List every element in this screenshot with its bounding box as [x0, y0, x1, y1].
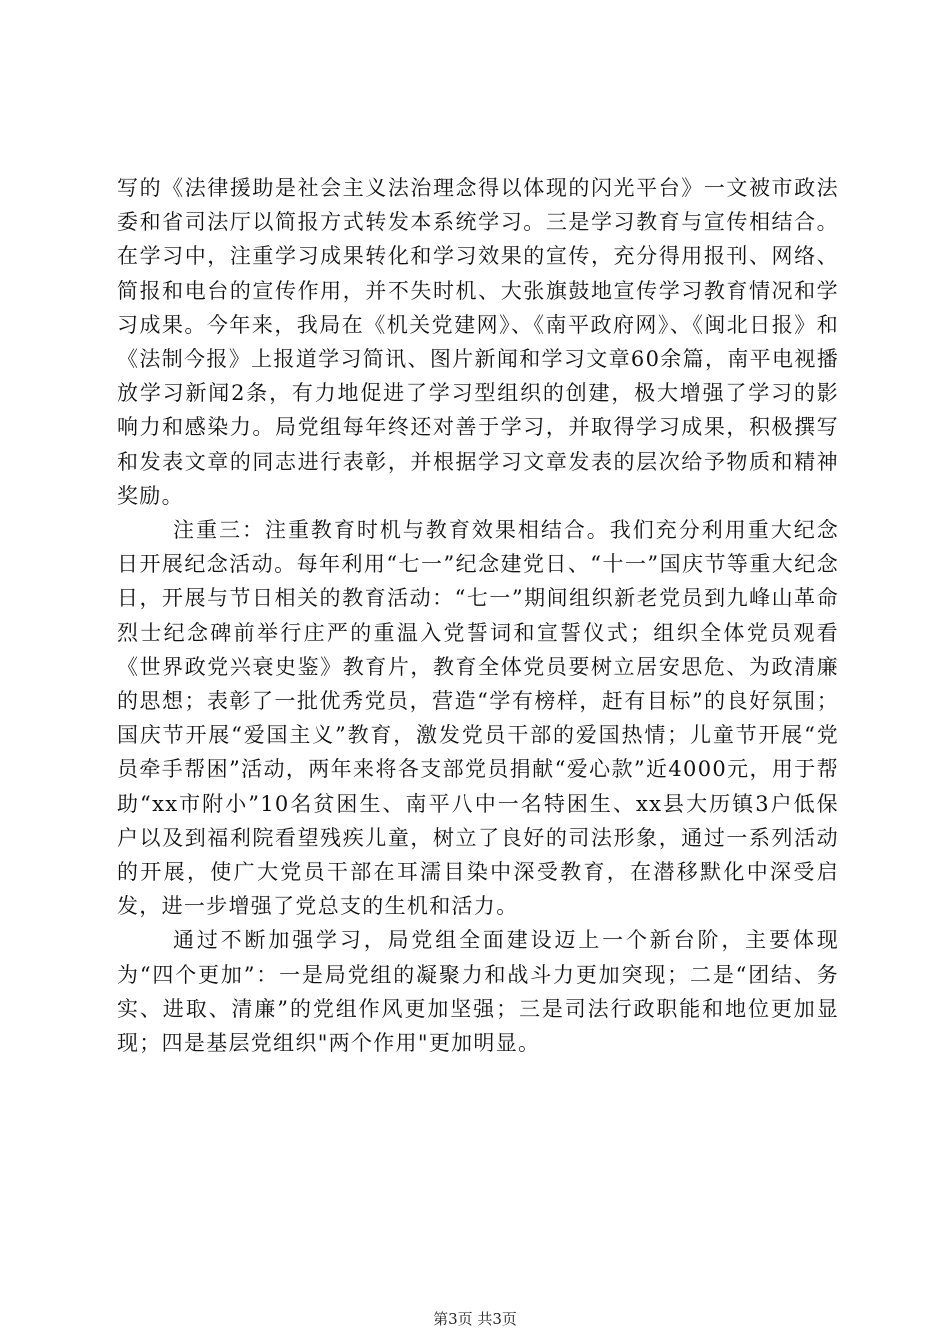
- document-body: [117, 171, 839, 1060]
- page-number-footer: 第3页 共3页: [433, 1310, 517, 1328]
- paragraph-education-timing: 注重三：注重教育时机与教育效果相结合。我们充分利用重大纪念日开展纪念活动。每年利用“七一”纪念建党日、“十一”国庆节等重大纪念日，开展与节日相关的教育活动：“七一”期间组织新老党员到九峰山革命烈士纪念碑前举行庄严的重温入党誓词和宣誓仪式；组织全体党员观看《世界政党兴衰史鉴》教育片，教育全体党员要树立居安思危、为政清廉的思想；表彰了一批优秀党员，营造“学有榜样，赶有目标”的良好氛围；国庆节开展“爱国主义”教育，激发党员干部的爱国热情；儿童节开展“党员牵手帮困”活动，两年来将各支部党员捐献“爱心款”近4000元，用于帮助“xx市附小”10名贫困生、南平八中一名特困生、xx县大历镇3户低保户以及到福利院看望残疾儿童，树立了良好的司法形象，通过一系列活动的开展，使广大党员干部在耳濡目染中深受教育，在潜移默化中深受启发，进一步增强了党总支的生机和活力。: [117, 518, 839, 919]
- paragraph-four-improvements: 通过不断加强学习，局党组全面建设迈上一个新台阶，主要体现为“四个更加”：一是局党组的凝聚力和战斗力更加突现；二是“团结、务实、进取、清廉”的党组作风更加坚强；三是司法行政职能和地位更加显现；四是基层党组织"两个作用"更加明显。: [117, 928, 839, 1056]
- paragraph-publicity: 写的《法律援助是社会主义法治理念得以体现的闪光平台》一文被市政法委和省司法厅以简报方式转发本系统学习。三是学习教育与宣传相结合。在学习中，注重学习成果转化和学习效果的宣传，充分得用报刊、网络、简报和电台的宣传作用，并不失时机、大张旗鼓地宣传学习教育情况和学习成果。今年来，我局在《机关党建网》、《南平政府网》、《闽北日报》和《法制今报》上报道学习简讯、图片新闻和学习文章60余篇，南平电视播放学习新闻2条，有力地促进了学习型组织的创建，极大增强了学习的影响力和感染力。局党组每年终还对善于学习，并取得学习成果，积极撰写和发表文章的同志进行表彰，并根据学习文章发表的层次给予物质和精神奖励。: [117, 176, 839, 508]
